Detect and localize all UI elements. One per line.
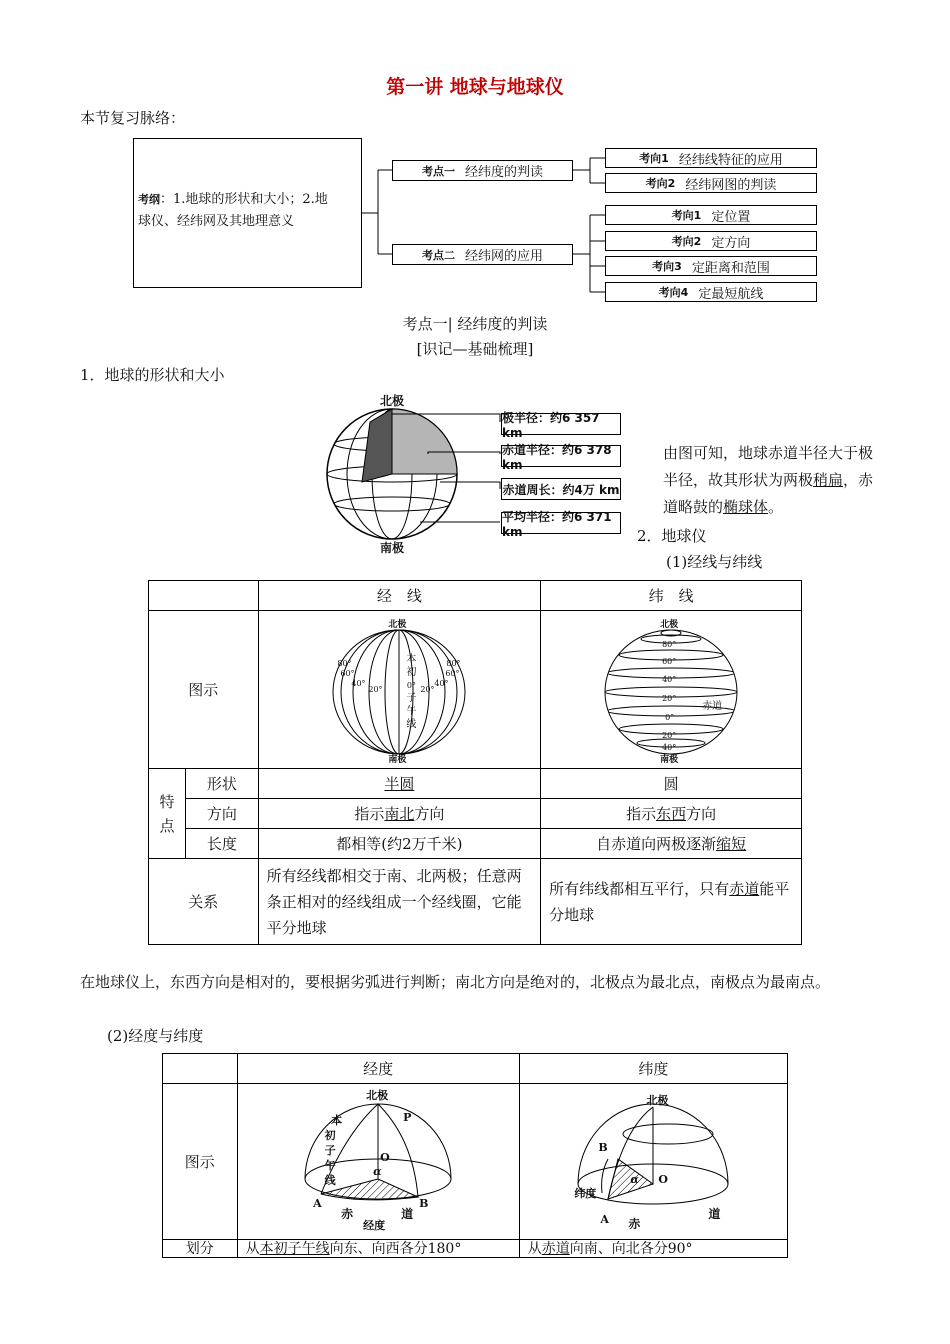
shape-underline: 椭球体	[723, 498, 769, 516]
pm-char: 线	[324, 1173, 336, 1187]
cell: 都相等(约2万千米)	[258, 829, 541, 859]
meridian-figure	[324, 617, 474, 763]
table-header: 纬度	[519, 1054, 787, 1084]
mean-radius-label: 平均半径：约6 371 km	[501, 512, 621, 534]
outline-dir	[605, 173, 817, 193]
table-corner	[163, 1054, 238, 1084]
syllabus-box	[133, 138, 362, 288]
outline-dir	[605, 256, 817, 276]
outline-dir	[605, 148, 817, 168]
cell	[258, 799, 541, 829]
heading-globe: 2．地球仪	[637, 527, 707, 545]
row-label-feature: 特点	[149, 769, 186, 859]
cell	[541, 859, 802, 945]
cell-text: 从	[527, 1240, 542, 1257]
shape-text: ，赤道略鼓的	[663, 471, 874, 516]
dir-tag: 考向4	[658, 286, 689, 299]
cell-text: 所有纬线都相互平行，只有	[549, 879, 730, 898]
point2-text: 经纬网的应用	[464, 249, 543, 264]
row-label: 图示	[163, 1084, 238, 1240]
dir-text: 经纬线特征的应用	[678, 152, 783, 168]
lat-degree-label: 纬度	[574, 1186, 597, 1200]
shape-underline: 稍扁	[813, 471, 844, 489]
pm-char: 子	[324, 1143, 336, 1157]
earth-size-figure	[320, 392, 630, 557]
syllabus-line1: ：1.地球的形状和大小；2.地	[160, 192, 328, 207]
lines-table	[148, 580, 802, 945]
cell-text: 本初子午线	[259, 1240, 330, 1257]
cell-text: 半圆	[384, 775, 415, 793]
meridian-deg-label: 80°	[337, 658, 352, 668]
row-label: 关系	[149, 859, 259, 945]
dir-text: 定方向	[711, 235, 751, 251]
row-sublabel: 长度	[186, 829, 259, 859]
cell-text: 南北	[384, 805, 415, 823]
meridian-globe-graphic	[324, 617, 474, 763]
cell	[258, 769, 541, 799]
parallel-equator-label: 赤道	[702, 700, 723, 712]
parallel-deg-label: 60°	[662, 656, 677, 666]
outline-dir	[605, 231, 817, 251]
lat-o-label: O	[658, 1172, 668, 1186]
meridian-deg-label: 60°	[445, 668, 460, 678]
parallel-deg-label: 80°	[662, 639, 677, 649]
lat-north-label: 北极	[646, 1093, 669, 1107]
note-paragraph: 在地球仪上，东西方向是相对的，要根据劣弧进行判断；南北方向是绝对的，北极点为最北点，南极点为最南点。	[80, 973, 831, 991]
cell-text: 从	[245, 1240, 260, 1257]
cell-text: 向东、向西各分180°	[329, 1240, 462, 1257]
parallel-north-label: 北极	[660, 619, 679, 630]
lat-dao-label: 道	[708, 1206, 721, 1221]
section-heading: 考点一| 经纬度的判读	[402, 315, 548, 333]
pm-char: 0°	[406, 680, 416, 690]
pm-char: 本	[406, 653, 417, 665]
lat-b-label: B	[598, 1140, 608, 1154]
dir-tag: 考向2	[645, 177, 676, 190]
latitude-figure	[568, 1089, 738, 1235]
degrees-table	[162, 1053, 788, 1258]
pm-char: 本	[331, 1113, 343, 1127]
dir-tag: 考向2	[671, 235, 702, 248]
parallel-deg-label: 40°	[662, 742, 677, 752]
meridian-deg-label: 80°	[446, 658, 461, 668]
lon-chi-label: 赤	[341, 1206, 354, 1221]
cell-text: 向南、向北各分90°	[569, 1240, 693, 1257]
meridian-figure-cell	[258, 611, 541, 769]
table-corner	[149, 581, 259, 611]
table-header: 经度	[237, 1054, 519, 1084]
pm-char: 初	[406, 666, 417, 678]
equator-circumference-label: 赤道周长：约4万 km	[501, 478, 621, 500]
cell-text: 方向	[686, 805, 717, 823]
cell	[519, 1240, 787, 1258]
cell-text: 指示	[354, 805, 385, 823]
row-label: 划分	[163, 1240, 238, 1258]
dir-tag: 考向1	[639, 152, 669, 165]
lon-dao-label: 道	[401, 1206, 414, 1221]
heading-lon-lat-lines: (1)经线与纬线	[666, 553, 763, 571]
shape-text: 。	[768, 498, 784, 516]
parallel-deg-label: 40°	[662, 674, 677, 684]
longitude-figure	[293, 1089, 463, 1235]
cell-text: 能平分地球	[549, 879, 790, 924]
meridian-deg-label: 40°	[351, 678, 366, 688]
intro-text: 本节复习脉络：	[80, 109, 186, 127]
pm-char: 午	[406, 705, 417, 717]
cell-text: 圆	[663, 775, 679, 793]
meridian-deg-label: 20°	[420, 684, 435, 694]
cell-text: 缩短	[716, 835, 747, 853]
heading-shape-size: 1．地球的形状和大小	[80, 366, 225, 384]
lon-degree-label: 经度	[363, 1218, 386, 1232]
meridian-deg-label: 40°	[434, 678, 449, 688]
row-label: 图示	[149, 611, 259, 769]
cell-text: 方向	[414, 805, 445, 823]
longitude-figure-cell	[237, 1084, 519, 1240]
parallel-deg-label: 0°	[665, 712, 675, 722]
cell	[237, 1240, 519, 1258]
row-sublabel: 方向	[186, 799, 259, 829]
meridian-south-label: 南极	[388, 754, 407, 765]
table-header: 经 线	[258, 581, 541, 611]
parallel-south-label: 南极	[660, 754, 679, 765]
cell	[541, 799, 802, 829]
meridian-deg-label: 20°	[368, 684, 383, 694]
dir-text: 定位置	[711, 209, 751, 225]
pm-char: 线	[406, 718, 417, 730]
equator-radius-label: 赤道半径：约6 378 km	[501, 445, 621, 467]
earth-north-label: 北极	[380, 394, 405, 408]
pm-char: 子	[406, 692, 417, 704]
syllabus-prefix: 考纲	[138, 193, 160, 206]
cell-text: 自赤道向两极逐渐	[596, 835, 717, 853]
heading-lon-lat-degrees: (2)经度与纬度	[107, 1027, 204, 1045]
point2-tag: 考点二	[421, 248, 455, 262]
parallel-deg-label: 20°	[662, 730, 677, 740]
lat-chi-label: 赤	[628, 1216, 641, 1231]
syllabus-line2: 球仪、经纬网及其地理意义	[138, 214, 295, 229]
dir-tag: 考向1	[671, 209, 702, 222]
point1-text: 经纬度的判读	[464, 165, 543, 180]
outline-point1	[392, 160, 573, 181]
page-title: 第一讲 地球与地球仪	[386, 76, 564, 98]
lon-b-label: B	[419, 1196, 429, 1210]
cell-text: 赤道	[729, 879, 760, 898]
cell	[541, 769, 802, 799]
lon-p-label: P	[403, 1110, 412, 1124]
parallel-figure-cell	[541, 611, 802, 769]
outline-point2	[392, 244, 573, 265]
shape-text: 由图可知，地球赤道半径大于极半径，故其形状为两极	[663, 444, 874, 489]
lat-a-label: A	[600, 1212, 609, 1226]
dir-tag: 考向3	[652, 260, 682, 273]
dir-text: 定最短航线	[698, 286, 764, 302]
latitude-figure-cell	[519, 1084, 787, 1240]
lon-o-label: O	[380, 1150, 390, 1164]
polar-radius-label: 极半径：约6 357 km	[501, 413, 621, 435]
meridian-north-label: 北极	[388, 619, 407, 630]
lat-alpha-label: α	[630, 1172, 639, 1186]
lon-north-label: 北极	[366, 1088, 389, 1102]
cell-text: 赤道	[541, 1240, 570, 1257]
table-header: 纬 线	[541, 581, 802, 611]
lon-alpha-label: α	[373, 1164, 382, 1178]
pm-char: 初	[324, 1128, 336, 1142]
meridian-deg-label: 60°	[340, 668, 355, 678]
prime-meridian-label	[404, 653, 418, 731]
shape-explanation	[663, 440, 878, 521]
lon-a-label: A	[313, 1196, 322, 1210]
outline-dir	[605, 282, 817, 302]
parallel-deg-label: 20°	[662, 693, 677, 703]
section-subheading: [识记—基础梳理]	[416, 340, 534, 358]
earth-south-label: 南极	[380, 541, 405, 555]
pm-char: 午	[324, 1158, 336, 1172]
lon-prime-meridian-label	[323, 1113, 343, 1188]
cell-text: 东西	[656, 805, 687, 823]
dir-text: 定距离和范围	[691, 260, 770, 276]
dir-text: 经纬网图的判读	[685, 177, 777, 193]
outline-dir	[605, 205, 817, 225]
parallel-globe-graphic	[596, 617, 746, 763]
point1-tag: 考点一	[421, 164, 455, 178]
cell-text: 指示	[626, 805, 657, 823]
row-sublabel: 形状	[186, 769, 259, 799]
longitude-hemisphere-graphic	[293, 1089, 463, 1235]
parallel-figure	[596, 617, 746, 763]
cell	[541, 829, 802, 859]
cell: 所有经线都相交于南、北两极；任意两条正相对的经线组成一个经线圈，它能平分地球	[258, 859, 541, 945]
